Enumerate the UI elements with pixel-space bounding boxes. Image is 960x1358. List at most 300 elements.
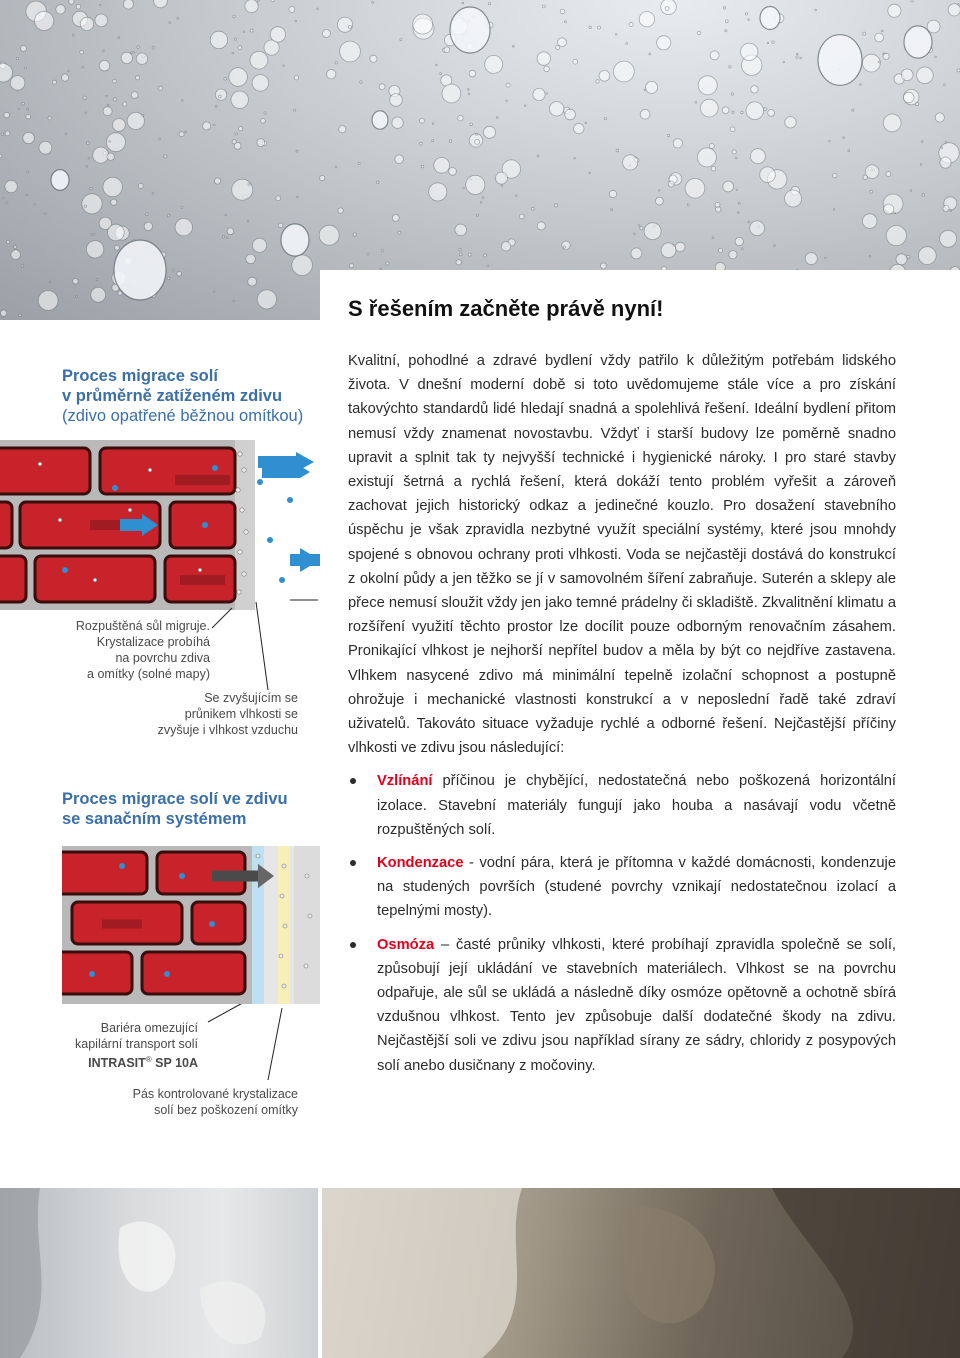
large-water-droplet (281, 224, 309, 256)
water-droplet (833, 209, 835, 211)
water-droplet (420, 118, 425, 123)
water-droplet (772, 41, 774, 43)
water-droplet (563, 246, 565, 248)
water-droplet (86, 165, 88, 167)
water-droplet (4, 112, 10, 118)
water-droplet (377, 181, 379, 183)
water-droplet (589, 172, 591, 174)
water-droplet (319, 225, 339, 245)
water-droplet (488, 3, 490, 5)
water-droplet (258, 0, 260, 1)
water-droplet (658, 190, 660, 192)
water-droplet (103, 177, 122, 196)
top-diagram-title-line-2: v průměrně zatíženém zdivu (62, 387, 283, 405)
water-droplet (562, 241, 571, 250)
water-droplet (224, 78, 227, 81)
water-droplet (53, 80, 57, 84)
water-droplet (656, 197, 664, 205)
water-droplet (283, 65, 285, 67)
water-droplet (159, 86, 163, 90)
large-water-droplet (51, 170, 69, 191)
water-droplet (616, 149, 619, 152)
water-droplet (227, 228, 234, 235)
water-droplet (24, 67, 26, 69)
water-droplet (537, 52, 550, 65)
water-droplet (172, 269, 174, 271)
caption-dissolved-salt: Rozpuštěná sůl migruje. Krystalizace probíhá na povrchu zdiva a omítky (solné mapy) (75, 619, 210, 681)
water-droplet (21, 45, 27, 51)
water-droplet (741, 43, 758, 60)
water-droplet (750, 221, 765, 236)
water-droplet (920, 164, 922, 166)
water-droplet (250, 29, 253, 32)
water-droplet (948, 4, 960, 16)
water-droplet (113, 119, 126, 132)
water-droplet (386, 262, 389, 265)
water-droplet (748, 221, 750, 223)
water-droplet (921, 141, 923, 143)
water-droplet (515, 195, 517, 197)
water-droplet (0, 154, 2, 158)
water-droplet (121, 52, 132, 63)
water-droplet (741, 111, 743, 113)
water-droplet (764, 108, 767, 111)
water-droplet (729, 251, 737, 259)
water-droplet (19, 314, 21, 316)
water-droplet (136, 53, 147, 64)
water-droplet (558, 38, 567, 47)
water-droplet (152, 47, 154, 49)
water-droplet (392, 117, 403, 128)
water-droplet (768, 110, 775, 117)
water-droplet (722, 107, 729, 114)
water-droplet (432, 123, 434, 125)
water-droplet (884, 204, 894, 214)
water-droplet (903, 92, 914, 103)
water-droplet (338, 208, 343, 213)
water-droplet (626, 43, 628, 45)
water-droplet (723, 181, 734, 192)
water-droplet (234, 38, 236, 40)
water-droplet (76, 4, 81, 9)
water-droplet (482, 197, 484, 199)
water-droplet (246, 254, 256, 264)
water-droplet (468, 93, 470, 95)
water-droplet (852, 109, 854, 111)
top-diagram-subtitle: (zdivo opatřené běžnou omítkou) (62, 407, 304, 425)
water-droplet (65, 133, 67, 135)
water-droplet (80, 17, 93, 30)
water-droplet (146, 213, 148, 215)
water-droplet (225, 214, 227, 216)
water-droplet (881, 30, 883, 32)
water-droplet (214, 124, 216, 126)
water-droplet (252, 238, 266, 252)
water-droplet (82, 194, 102, 214)
water-droplet (248, 183, 250, 185)
water-droplet (3, 198, 5, 200)
water-droplet (86, 241, 103, 258)
large-water-droplet (818, 35, 862, 86)
water-droplet (232, 179, 253, 200)
water-droplet (93, 233, 95, 235)
water-droplet (455, 224, 467, 236)
water-droplet (487, 265, 489, 267)
water-droplet (640, 109, 650, 119)
water-droplet (716, 207, 721, 212)
water-droplet (39, 141, 52, 154)
water-droplet (48, 116, 52, 120)
water-droplet (646, 81, 658, 93)
water-droplet (731, 93, 733, 95)
water-droplet (631, 248, 642, 259)
water-droplet (348, 26, 351, 29)
water-droplet (420, 142, 423, 145)
water-droplet (138, 184, 143, 189)
list-item (348, 769, 896, 842)
water-droplet (543, 5, 546, 8)
water-droplet (118, 37, 120, 39)
water-droplet (76, 296, 78, 298)
water-droplet (476, 133, 478, 135)
water-droplet (154, 0, 168, 8)
water-droplet (14, 246, 17, 249)
water-droplet (10, 76, 25, 91)
water-droplet (69, 0, 74, 4)
water-droplet (742, 248, 744, 250)
water-droplet (883, 114, 901, 132)
water-droplet (90, 187, 92, 189)
water-droplet (18, 108, 20, 110)
water-droplet (760, 167, 776, 183)
water-droplet (729, 66, 731, 68)
water-droplet (506, 83, 510, 87)
water-droplet (91, 287, 106, 302)
water-droplet (95, 14, 108, 27)
water-droplet (0, 64, 13, 82)
water-droplet (294, 76, 298, 80)
water-droplet (278, 223, 283, 228)
bottom-diagram-title-line-2: se sanačním systémem (62, 810, 247, 828)
water-droplet (657, 36, 671, 50)
water-droplet (400, 39, 402, 41)
water-droplet (270, 27, 285, 42)
water-droplet (524, 105, 526, 107)
water-droplet (21, 265, 23, 267)
water-droplet (144, 222, 152, 230)
water-droplet (860, 84, 862, 86)
water-droplet (709, 144, 714, 149)
water-droplet (6, 202, 8, 204)
water-droplet (96, 279, 98, 281)
water-droplet (950, 210, 952, 212)
large-water-droplet (114, 240, 166, 300)
water-droplet (506, 100, 508, 102)
bullet-icon (350, 860, 356, 866)
water-droplet (257, 139, 265, 147)
water-droplet (589, 26, 591, 28)
water-droplet (512, 45, 514, 47)
water-droplet (600, 263, 606, 269)
water-droplet (339, 126, 346, 133)
water-droplet (585, 122, 587, 124)
water-droplet (103, 50, 105, 52)
water-droplet (475, 139, 480, 144)
water-droplet (774, 245, 776, 247)
water-droplet (611, 209, 613, 211)
water-droplet (27, 171, 29, 173)
water-droplet (697, 31, 700, 34)
water-droplet (556, 45, 560, 49)
water-droplet (335, 166, 337, 168)
water-droplet (544, 66, 550, 72)
water-droplet (23, 132, 34, 143)
water-droplet (175, 219, 192, 236)
water-droplet (261, 119, 266, 124)
water-droplet (730, 127, 735, 132)
water-droplet (390, 94, 403, 107)
water-droplet (80, 50, 84, 54)
water-droplet (599, 70, 610, 81)
water-droplet (833, 173, 837, 177)
water-droplet (83, 96, 86, 99)
water-droplet (34, 204, 36, 206)
water-droplet (379, 84, 385, 90)
water-droplet (185, 131, 187, 133)
water-droplet (232, 52, 234, 54)
water-droplet (459, 249, 461, 251)
water-droplet (843, 137, 845, 139)
water-droplet (88, 158, 90, 160)
water-droplet (370, 55, 377, 62)
water-droplet (468, 253, 471, 256)
water-droplet (901, 69, 913, 81)
bottom-diagram-title: Proces migrace solí ve zdivu (62, 790, 288, 808)
water-droplet (179, 132, 184, 137)
cause-description: – časté průniky vlhkosti, které probíhají zpravidla společně se solí, způsobují její ukládání ve stavebních materiálech. Vlhkost se na povrchu odpařuje, ale sůl se ukládá a následně díky osmóze opětovně a ochotně sbírá vzdušnou vlhkost. Tento jev způsobuje další dodatečné škody na zdivu. Nejčastější soli ve zdivu jsou například sírany ze sádry, chloridy z posypových solí anebo dusičnany z močoviny. (377, 936, 896, 1074)
intro-paragraph: Kvalitní, pohodlné a zdravé bydlení vždy patřilo k důležitým potřebám lidského života. V dnešní moderní době si toto uvědomujeme stále více a pro získání takovýchto standardů lidé hledají snadná a spolehlivá řešení. Ideální bydlení přitom nemusí vždy znamenat novostavbu. Vždyť i starší budovy lze poměrně snadno upravit a splnit tak ty nejvyšší technické i hygienické nároky. I pro staré stavby existují šetrná a rychlá řešení, která dokáží tento problém vyřešit a zároveň zachovat jejich historický odkaz a jedinečné kouzlo. Pro dosažení stavebního úspěchu je však zpravidla nezbytné využít speciální systémy, které jsou mnohdy spojené s obnovou ochrany proti vlhkosti. Voda se nejčastěji dostává do konstrukcí z okolní půdy a jen těžko se jí v samovolném šíření zabraňuje. Suterén a sklepy ale přece nemusí sloužit vždy jen jako temné prádelny či skladiště. Zkvalitnění klimatu a rozšíření využití těchto prostor lze docílit pouze odborným renovačním zásahem. Pronikající vlhkost je nejhorší nepřítel budov a měla by být co nejdříve zastavena. Vlhkem nasycené zdivo má minimální tepelně izolační schopnost a postupně ohrožuje i mechanické vlastnosti konstrukcí a v neposlední řadě také zdraví uživatelů. Takováto situace vyžaduje rychlé a odborné řešení. Nejčastější příčiny vlhkosti ve zdivu jsou následující: (348, 353, 896, 757)
water-droplet (142, 114, 144, 116)
water-droplet (123, 102, 127, 106)
water-droplet (725, 30, 727, 32)
water-droplet (483, 254, 486, 257)
water-droplet (215, 89, 226, 100)
water-droplet (444, 47, 450, 53)
water-droplet (735, 157, 737, 159)
water-droplet (73, 278, 79, 284)
water-droplet (574, 123, 584, 133)
water-droplet (367, 253, 369, 255)
bullet-icon (350, 778, 356, 784)
water-droplet (736, 189, 738, 191)
large-water-droplet (760, 7, 780, 30)
water-droplet (177, 272, 182, 277)
large-water-droplet (904, 26, 932, 58)
water-droplet (114, 98, 117, 101)
water-droplet (257, 290, 276, 309)
water-droplet (335, 62, 337, 64)
water-droplet (337, 17, 352, 32)
water-droplet (501, 185, 503, 187)
water-droplet (598, 26, 601, 29)
water-droplet (226, 237, 228, 239)
plaster-wall-photo (0, 1188, 318, 1358)
water-droplet (829, 140, 831, 142)
water-droplet (215, 105, 217, 107)
water-droplet (297, 196, 299, 198)
water-droplet (234, 143, 241, 150)
water-droplet (68, 70, 70, 72)
water-droplet (320, 176, 325, 181)
water-droplet (685, 179, 705, 199)
water-droplet (870, 190, 873, 193)
water-droplet (440, 73, 442, 75)
water-droplet (767, 42, 769, 44)
page-headline: S řešením začněte právě nyní! (348, 296, 664, 321)
water-droplet (93, 147, 109, 163)
water-droplet (748, 19, 750, 21)
water-droplet (131, 92, 138, 99)
water-droplet (462, 2, 464, 4)
product-name: INTRASIT (88, 1056, 146, 1071)
water-droplet (910, 190, 912, 192)
water-droplet (466, 175, 485, 194)
water-droplet (87, 142, 90, 145)
water-droplet (26, 114, 31, 119)
water-droplet (169, 22, 171, 24)
water-droplet (295, 20, 297, 22)
moisture-causes-list (348, 769, 896, 1077)
water-droplet (233, 300, 235, 302)
water-droplet (719, 248, 723, 252)
water-droplet (484, 126, 496, 138)
water-droplet (805, 253, 817, 265)
water-droplet (107, 153, 114, 160)
salt-migration-diagram-renovation-system (62, 846, 320, 1004)
cause-term: Osmóza (377, 936, 435, 953)
water-droplet (233, 15, 235, 17)
water-droplet (111, 199, 117, 205)
water-droplet (276, 196, 281, 201)
caption-air-humidity: Se zvyšujícím se průnikem vlhkosti se zvyšuje i vlhkost vzduchu (157, 691, 298, 737)
water-droplet (16, 57, 18, 59)
caption-crystallization-band: Pás kontrolované krystalizace solí bez poškození omítky (132, 1087, 298, 1117)
water-droplet (27, 108, 29, 110)
list-item (348, 933, 896, 1078)
water-droplet (697, 148, 716, 167)
water-droplet (797, 53, 799, 55)
water-droplet (723, 7, 725, 9)
water-droplet (460, 253, 463, 256)
water-droplet (649, 53, 651, 55)
water-droplet (470, 123, 473, 126)
water-droplet (442, 84, 461, 103)
water-droplet (0, 310, 6, 316)
water-droplet (886, 172, 891, 177)
water-droplet (22, 102, 25, 105)
water-droplet (182, 100, 184, 102)
water-droplet (164, 155, 167, 158)
water-droplet (392, 214, 399, 221)
water-droplet (109, 141, 111, 143)
large-water-droplet (372, 111, 388, 129)
water-droplet (239, 127, 243, 131)
water-droplet (940, 157, 951, 168)
cause-term: Vzlínání (377, 773, 433, 790)
water-droplet (458, 116, 463, 121)
water-droplet (710, 51, 719, 60)
water-droplet (531, 207, 534, 210)
water-droplet (596, 80, 599, 83)
water-droplet (100, 4, 102, 6)
water-droplet (615, 34, 617, 36)
large-water-droplet (450, 7, 490, 53)
water-droplet (935, 113, 944, 122)
water-droplet (894, 212, 896, 214)
water-droplet (181, 207, 183, 209)
water-droplet (5, 131, 10, 136)
water-droplet (107, 104, 109, 106)
water-droplet (800, 57, 802, 59)
water-droplet (940, 230, 957, 247)
water-droplet (322, 30, 330, 38)
water-droplet (468, 89, 470, 91)
water-droplet (159, 138, 161, 140)
water-droplet (264, 112, 266, 114)
water-droplet (629, 23, 633, 27)
water-droplet (372, 1, 374, 3)
water-droplet (848, 150, 850, 152)
water-droplet (639, 12, 654, 27)
water-droplet (485, 55, 503, 73)
water-droplet (398, 231, 401, 234)
water-droplet (695, 102, 697, 104)
water-droplet (496, 172, 508, 184)
water-droplet (573, 59, 578, 64)
water-droplet (296, 150, 298, 152)
water-droplet (712, 237, 714, 239)
water-droplet (883, 53, 889, 59)
water-droplet (44, 213, 46, 215)
top-diagram-title: Proces migrace solí (62, 367, 218, 385)
water-droplet (82, 67, 84, 69)
water-droplet (294, 109, 296, 111)
water-droplet (751, 86, 758, 93)
water-droplet (434, 157, 450, 173)
water-droplet (863, 54, 881, 72)
water-droplet (560, 9, 565, 14)
water-droplet (675, 242, 685, 252)
water-droplet (785, 190, 802, 207)
water-droplet (533, 88, 545, 100)
water-droplet (395, 155, 404, 164)
water-droplet (935, 56, 937, 58)
water-droplet (896, 254, 907, 265)
list-item (348, 851, 896, 924)
water-droplet (421, 165, 424, 168)
water-droplet (106, 95, 108, 97)
water-droplet (825, 257, 827, 259)
water-droplet (381, 250, 383, 252)
water-droplet (634, 233, 636, 235)
water-droplet (167, 215, 169, 217)
water-droplet (746, 102, 764, 120)
water-droplet (732, 150, 736, 154)
water-droplet (927, 20, 940, 33)
water-droplet (152, 193, 154, 195)
water-droplet (687, 204, 689, 206)
water-droplet (698, 76, 717, 95)
